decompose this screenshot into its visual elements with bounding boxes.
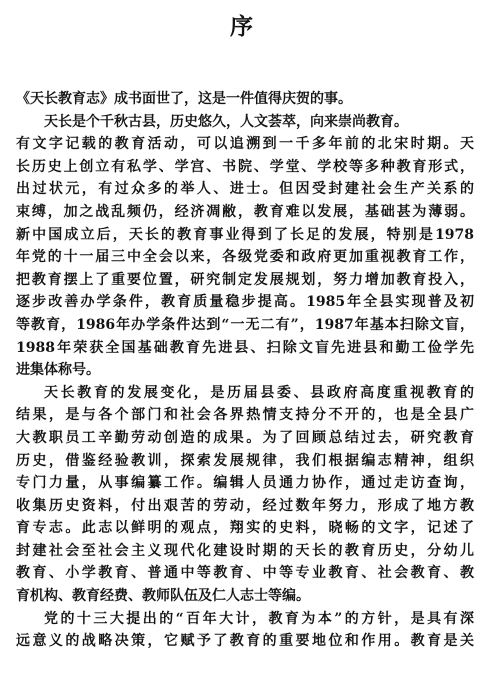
- text-line: 封建社会至社会主义现代化建设时期的天长的教育历史，分幼儿: [16, 542, 474, 559]
- text-line: 天长是个千秋古县，历史悠久，人文荟萃，向来崇尚教育。: [44, 113, 408, 130]
- text-line: 结果，是与各个部门和社会各界热情支持分不开的，也是全县广: [16, 407, 474, 424]
- text-line: 天长教育的发展变化，是历届县委、县政府高度重视教育的: [44, 384, 474, 401]
- text-line: 进集体称号。: [16, 362, 100, 379]
- preface-body: [16, 88, 474, 653]
- text-line: 有文字记载的教育活动，可以追溯到一千多年前的北宋时期。天: [16, 136, 474, 153]
- text-line: 束缚，加之战乱频仍，经济凋敝，教育难以发展，基础甚为薄弱。: [16, 203, 474, 220]
- text-line: 收集历史资料，付出艰苦的劳动，经过数年努力，形成了地方教: [16, 497, 474, 514]
- text-line: 逐步改善办学条件，教育质量稳步提高。1985年全县实现普及初: [16, 294, 474, 311]
- text-line: 1988年荣获全国基础教育先进县、扫除文盲先进县和勤工俭学先: [16, 339, 474, 356]
- text-line: 《天长教育志》成书面世了，这是一件值得庆贺的事。: [16, 91, 352, 107]
- text-line: 党的十三大提出的“百年大计，教育为本”的方针，是具有深: [44, 610, 474, 627]
- text-line: 把教育摆上了重要位置，研究制定发展规划，努力增加教育投入，: [16, 271, 474, 288]
- text-line: 育机构、教育经费、教师队伍及仁人志士等编。: [16, 588, 310, 605]
- text-line: 大教职员工辛勤劳动创造的成果。为了回顾总结过去，研究教育: [16, 429, 474, 446]
- text-line: 年党的十一届三中全会以来，各级党委和政府更加重视教育工作，: [16, 249, 474, 266]
- text-line: 新中国成立后，天长的教育事业得到了长足的发展，特别是1978: [16, 226, 474, 243]
- text-line: 长历史上创立有私学、学宫、书院、学堂、学校等多种教育形式，: [16, 158, 474, 175]
- text-line: 等教育，1986年办学条件达到“一无二有”，1987年基本扫除文盲，: [16, 316, 474, 333]
- text-line: 育专志。此志以鲜明的观点，翔实的史料，晓畅的文字，记述了: [16, 520, 474, 537]
- text-line: 专门力量，从事编纂工作。编辑人员通力协作，通过走访查询，: [16, 475, 474, 492]
- text-line: 历史，借鉴经验教训，探索发展规律，我们根据编志精神，组织: [16, 452, 474, 469]
- text-line: 远意义的战略决策，它赋予了教育的重要地位和作用。教育是关: [16, 633, 474, 650]
- text-line: 教育、小学教育、普通中等教育、中等专业教育、社会教育、教: [16, 565, 474, 582]
- page-title: 序: [230, 13, 255, 40]
- text-line: 出过状元，有过众多的举人、进士。但因受封建社会生产关系的: [16, 181, 474, 198]
